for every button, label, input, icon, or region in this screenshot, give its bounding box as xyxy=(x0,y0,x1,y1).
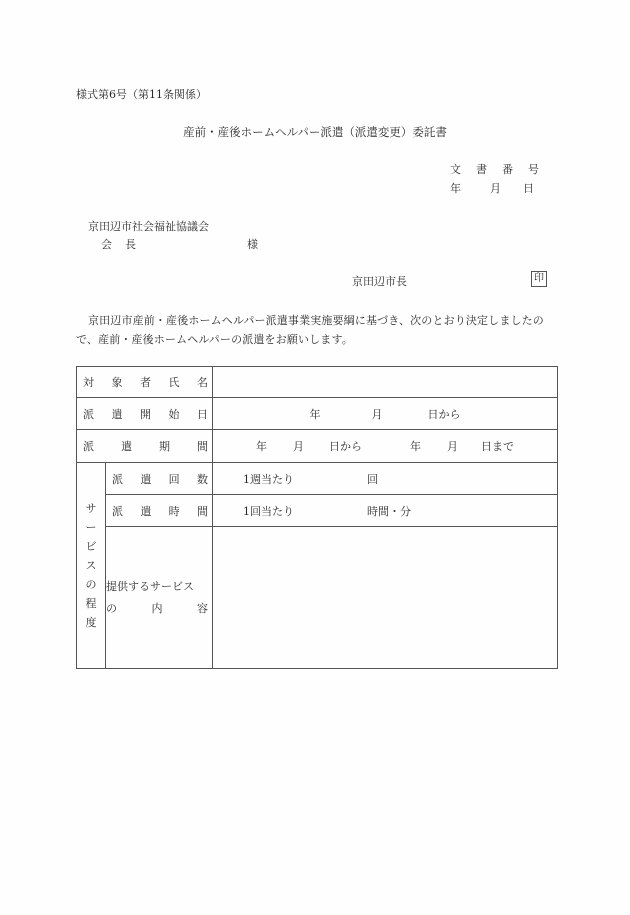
char: 番 xyxy=(502,163,513,176)
per-visit-label: 1回当たり xyxy=(243,504,294,518)
char: 容 xyxy=(197,601,208,615)
char: 名 xyxy=(197,376,208,389)
char: 程 xyxy=(85,597,97,610)
month-label: 月 xyxy=(490,182,501,195)
date-label xyxy=(450,180,534,196)
char: 遣 xyxy=(140,504,152,518)
form-number: 様式第6号（第11条関係） xyxy=(76,88,207,101)
char: 度 xyxy=(85,616,97,629)
document-number-label xyxy=(450,161,554,177)
char: 期 xyxy=(159,440,170,453)
seal-stamp-icon: 印 xyxy=(531,271,547,287)
sender: 京田辺市長 xyxy=(352,275,407,288)
char: 者 xyxy=(140,376,151,389)
char: 書 xyxy=(476,163,487,176)
char: 遣 xyxy=(140,472,152,486)
hours-minutes-unit-label: 時間・分 xyxy=(367,504,411,518)
char: 文 xyxy=(450,163,461,176)
row-label-start-date xyxy=(77,398,213,430)
day-from-label: 日から xyxy=(427,407,461,421)
month-label: 月 xyxy=(371,407,383,421)
day-label: 日 xyxy=(523,182,534,195)
table-row xyxy=(77,430,558,463)
char: ー xyxy=(85,521,97,534)
year-label: 年 xyxy=(256,440,267,453)
addressee-role xyxy=(101,236,258,252)
label-line-2 xyxy=(106,598,212,620)
char: 象 xyxy=(111,376,123,389)
row-label-subject-name xyxy=(77,367,213,398)
subject-name-field[interactable] xyxy=(213,367,558,398)
row-label-period xyxy=(77,430,213,463)
char: の xyxy=(85,578,97,591)
commission-form-table xyxy=(76,366,558,669)
char: 時 xyxy=(168,504,180,518)
service-level-group-label xyxy=(77,463,106,669)
char: 派 xyxy=(83,440,94,453)
table-row xyxy=(77,463,558,495)
table-row xyxy=(77,367,558,398)
hours-field[interactable] xyxy=(213,495,558,527)
year-label: 年 xyxy=(410,440,421,453)
char: 対 xyxy=(83,376,94,389)
body-paragraph: 京田辺市産前・産後ホームヘルパー派遣事業実施要綱に基づき、次のとおり決定しましたので、産前・産後ホームヘルパーの派遣をお願いします。 xyxy=(76,314,544,346)
char: 遣 xyxy=(121,440,132,453)
honorific: 様 xyxy=(247,238,258,251)
char: 間 xyxy=(197,440,208,453)
char: ス xyxy=(85,559,97,572)
service-content-field[interactable] xyxy=(213,527,558,669)
char: サ xyxy=(85,502,97,515)
char: ビ xyxy=(85,540,97,553)
char: 遣 xyxy=(111,407,123,421)
char: 長 xyxy=(125,238,136,251)
period-field[interactable] xyxy=(213,430,558,463)
row-label-hours xyxy=(106,495,213,527)
char: 派 xyxy=(112,472,123,486)
table-row xyxy=(77,398,558,430)
document-title: 産前・産後ホームヘルパー派遣（派遣変更）委託書 xyxy=(183,125,447,139)
label-line-1: 提供するサービス xyxy=(106,579,194,593)
times-unit-label: 回 xyxy=(367,472,378,486)
char: 回 xyxy=(168,472,180,486)
year-label: 年 xyxy=(450,182,461,195)
char: 派 xyxy=(83,407,94,421)
month-label: 月 xyxy=(447,440,458,453)
char: 日 xyxy=(197,407,208,421)
char: 数 xyxy=(196,472,208,486)
char: 派 xyxy=(112,504,123,518)
day-until-label: 日まで xyxy=(481,440,514,453)
char: 氏 xyxy=(168,376,180,389)
table-row xyxy=(77,495,558,527)
day-from-label: 日から xyxy=(329,440,362,453)
char: 始 xyxy=(168,407,180,421)
start-date-field[interactable] xyxy=(213,398,558,430)
table-row xyxy=(77,527,558,669)
per-week-label: 1週当たり xyxy=(243,472,294,486)
frequency-field[interactable] xyxy=(213,463,558,495)
addressee-organization: 京田辺市社会福祉協議会 xyxy=(88,220,209,233)
row-label-service-content xyxy=(106,527,213,669)
char: 会 xyxy=(101,238,112,251)
char: 号 xyxy=(528,163,539,176)
row-label-frequency xyxy=(106,463,213,495)
char: 間 xyxy=(196,504,208,518)
char: 開 xyxy=(140,407,151,421)
month-label: 月 xyxy=(293,440,304,453)
char: の xyxy=(106,601,117,615)
char: 内 xyxy=(151,601,163,615)
year-label: 年 xyxy=(309,407,321,421)
